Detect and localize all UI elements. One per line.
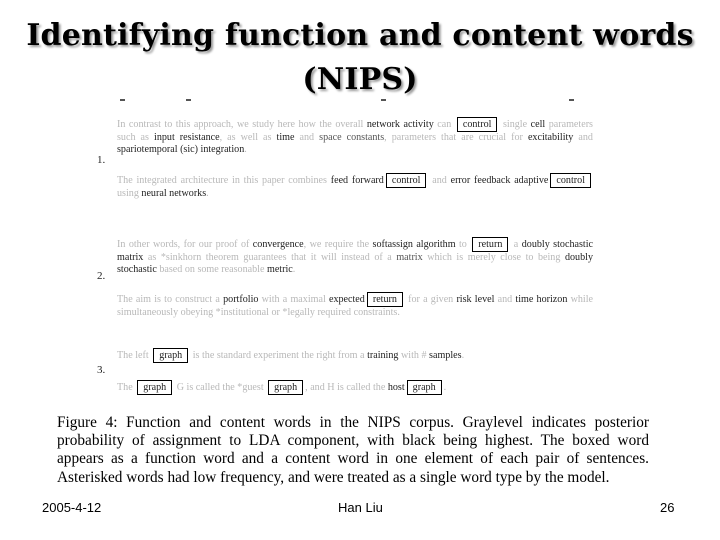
word-segment: samples (429, 350, 462, 361)
word-segment: metric (266, 263, 293, 275)
boxed-word: graph (268, 380, 303, 395)
scan-mark (381, 99, 386, 101)
word-segment: G is called the *guest (174, 382, 267, 393)
word-segment: doubly stochastic matrix (117, 239, 593, 263)
word-segment: In contrast to this approach, we study here how the overall (117, 119, 367, 130)
word-segment: . (244, 143, 247, 155)
footer-date: 2005-4-12 (42, 500, 102, 515)
boxed-word: control (386, 173, 427, 188)
word-segment: can (433, 119, 455, 130)
word-segment: . (461, 350, 465, 361)
word-segment: The left (117, 350, 152, 361)
word-segment: single (499, 119, 531, 130)
pair-1-sentence-b (117, 173, 593, 200)
word-segment: , and H is called the (305, 382, 388, 393)
word-segment: for a given (404, 294, 457, 305)
word-segment: . (206, 188, 209, 199)
slide-title (0, 14, 720, 102)
word-segment: to (455, 239, 471, 250)
word-segment: neural networks (141, 188, 207, 199)
scan-marks (0, 99, 720, 107)
scan-mark (120, 99, 125, 101)
word-segment: The integrated architecture in this paper combines (117, 175, 331, 186)
pair-number-3: 3. (97, 364, 106, 376)
word-segment: error feedback adaptive (450, 175, 549, 186)
pair-number-1: 1. (97, 154, 106, 166)
word-segment: matrix (396, 252, 423, 263)
title-line-1: Identifying function and content words (26, 18, 694, 53)
word-segment: excitability (527, 132, 574, 143)
boxed-word: graph (407, 380, 442, 395)
scan-mark (186, 99, 191, 101)
word-segment: convergence (252, 239, 304, 250)
word-segment: using (117, 188, 142, 199)
word-segment: network activity (366, 119, 434, 130)
boxed-word: control (550, 173, 591, 188)
word-segment: space constants (319, 132, 385, 143)
word-segment: parameters such as (117, 119, 593, 143)
word-segment: expected (328, 294, 365, 305)
word-segment: and (428, 175, 451, 186)
word-segment: softassign algorithm (372, 239, 456, 250)
word-segment: and (573, 132, 593, 143)
boxed-word: return (367, 292, 403, 307)
word-segment: . (443, 382, 447, 393)
word-segment: is the standard experiment the right from a (190, 350, 368, 361)
boxed-word: return (472, 237, 508, 252)
word-segment: The (117, 382, 136, 393)
word-segment: The aim is to construct a (117, 294, 224, 305)
word-segment: and (494, 294, 516, 305)
word-segment: time (276, 132, 295, 143)
word-segment: with a maximal (258, 294, 329, 305)
word-segment: time horizon (515, 294, 568, 305)
pair-number-2: 2. (97, 270, 106, 282)
pair-3-sentence-b (117, 380, 593, 395)
word-segment: cell (530, 119, 546, 130)
boxed-word: control (457, 117, 498, 132)
word-segment: as *sinkhorn theorem guarantees that it will instead of a (143, 252, 397, 263)
word-segment: training (367, 350, 399, 361)
word-segment: host (387, 382, 405, 393)
word-segment: risk level (456, 294, 495, 305)
boxed-word: graph (137, 380, 172, 395)
boxed-word: graph (153, 348, 188, 363)
word-segment: with # (398, 350, 430, 361)
word-segment: doubly stochastic (117, 252, 593, 275)
word-segment: In other words, for our proof of (117, 239, 253, 250)
word-segment: while simultaneously obeying *institutional or *legally required constraints. (117, 294, 594, 318)
title-line-2: (NIPS) (302, 62, 418, 97)
word-segment: portfolio (223, 294, 259, 305)
word-segment: input resistance (154, 132, 220, 143)
footer-page-number: 26 (660, 500, 675, 515)
word-segment: , as well as (219, 132, 277, 143)
pair-1-sentence-a (117, 117, 593, 155)
figure-caption: Figure 4: Function and content words in the NIPS corpus. Graylevel indicates posterior probability of assignment to LDA component, with black being highest. The boxed word appears as a function word and a content word in one element of each pair of sentences. Asterisked words had low frequency, and were treated as a single word type by the model. (57, 414, 649, 486)
word-segment: a (510, 239, 522, 250)
word-segment: feed forward (330, 175, 384, 186)
word-segment: based on some reasonable (156, 263, 267, 275)
footer-author: Han Liu (338, 500, 383, 515)
pair-2-sentence-a (117, 237, 593, 275)
word-segment: , parameters that are crucial for (384, 132, 528, 143)
word-segment: spariotemporal (sic) integration (117, 143, 245, 155)
word-segment: which is merely close to being (422, 252, 565, 263)
pair-2-sentence-b (117, 292, 593, 319)
pair-3-sentence-a (117, 348, 593, 363)
word-segment: , we require the (303, 239, 373, 250)
scan-mark (569, 99, 574, 101)
word-segment: and (294, 132, 320, 143)
word-segment: . (292, 263, 296, 275)
